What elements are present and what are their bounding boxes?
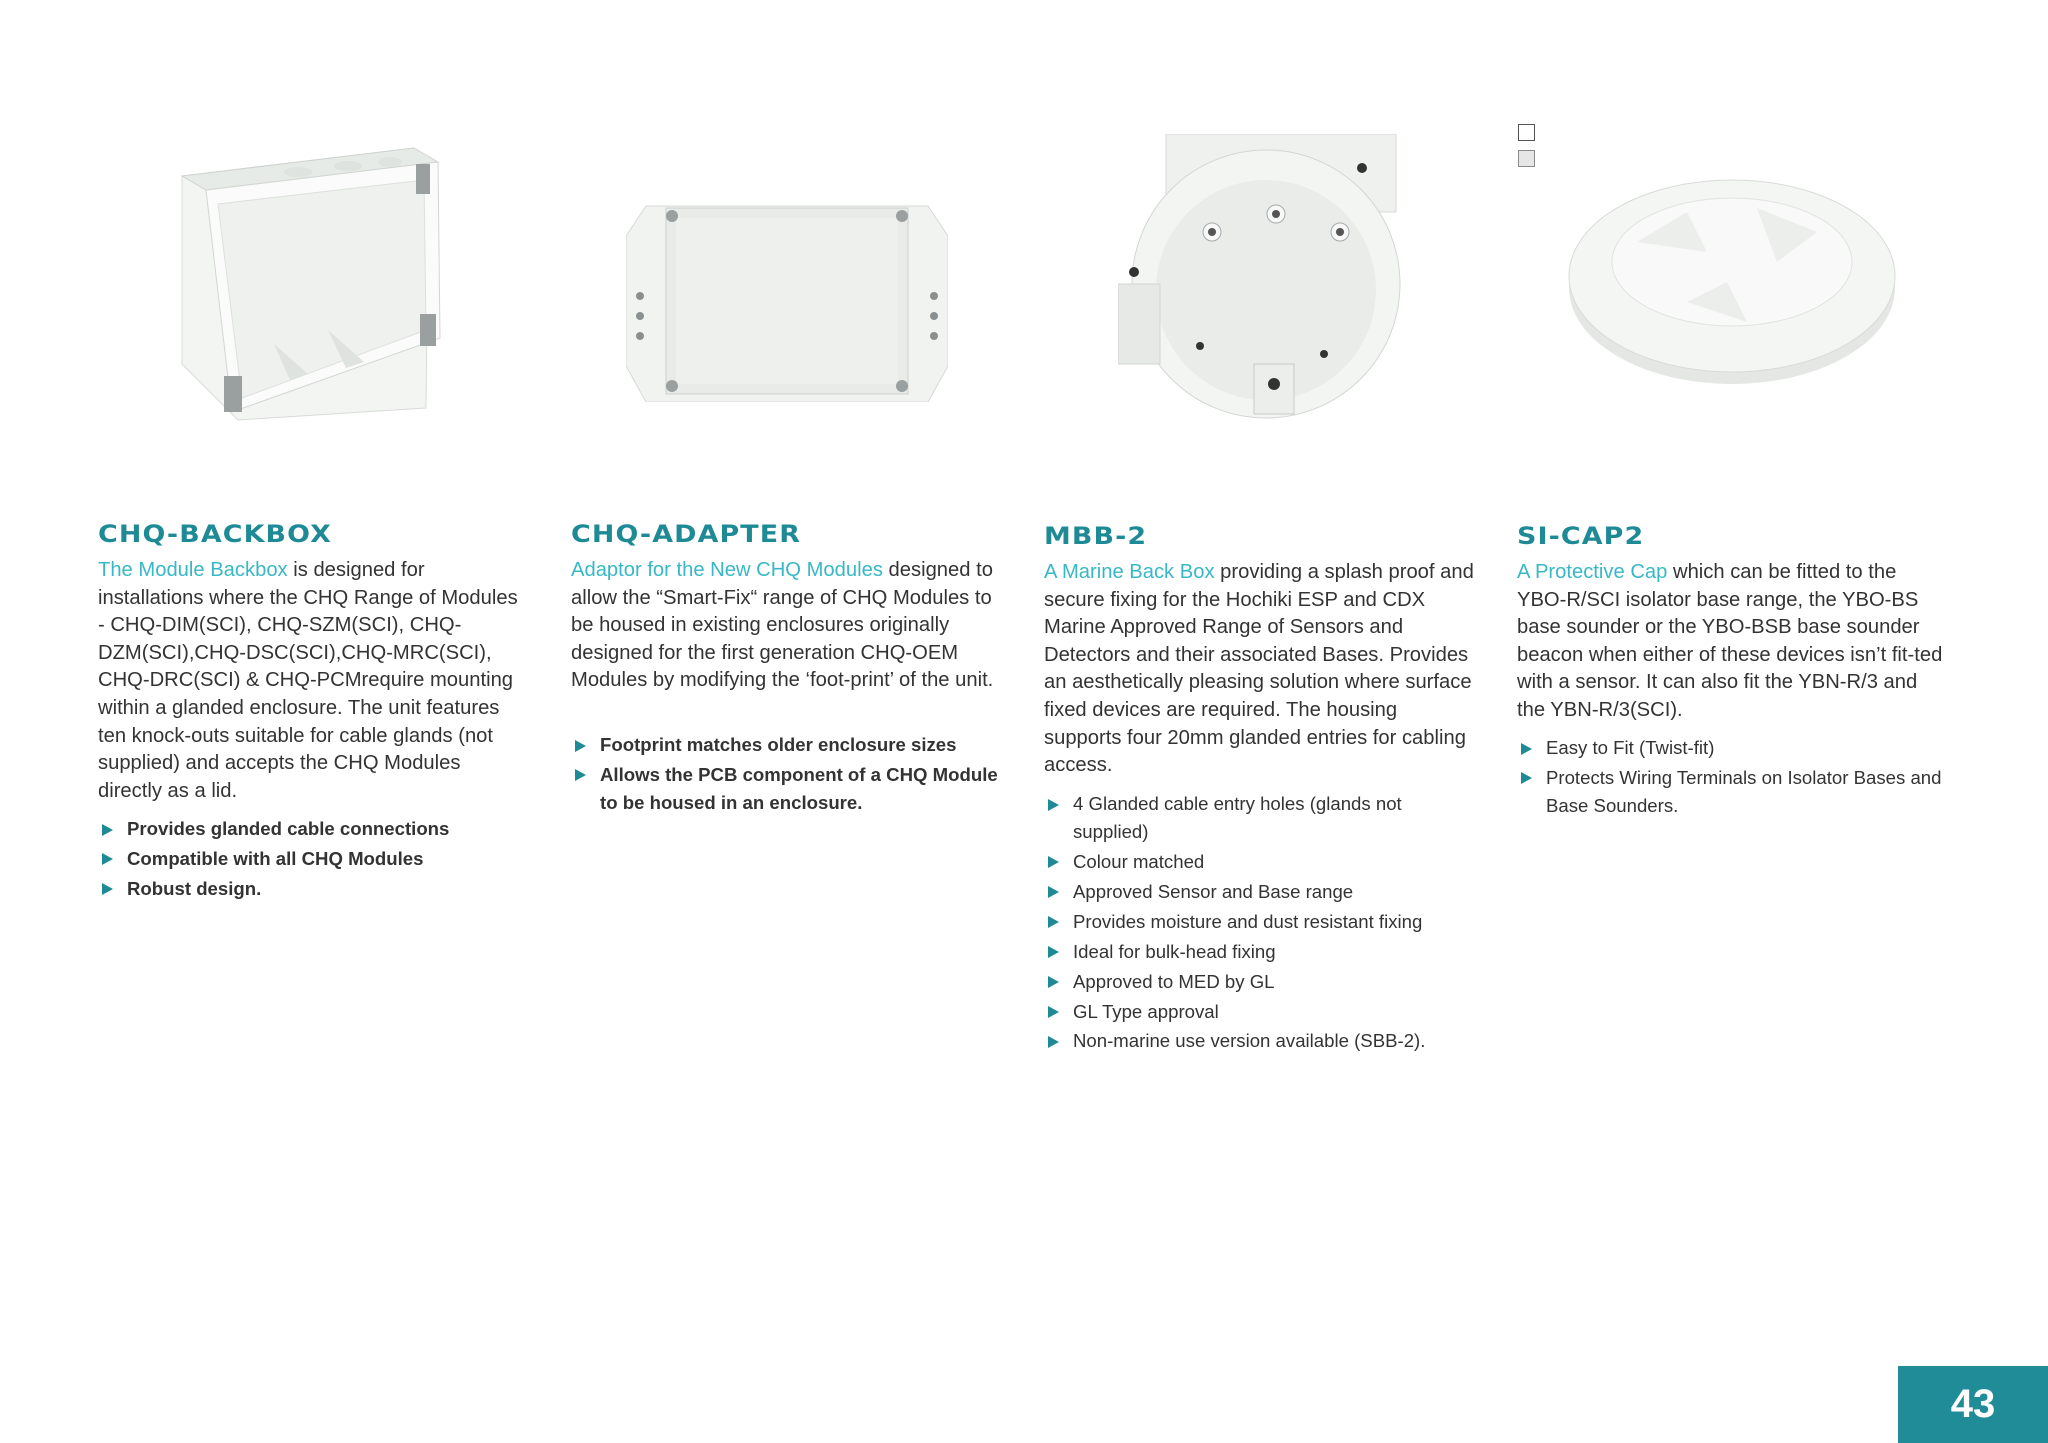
adapter-image <box>626 196 948 402</box>
bullet-arrow-icon <box>1048 976 1059 988</box>
bullet-arrow-icon <box>1048 1006 1059 1018</box>
product-title: CHQ-ADAPTER <box>571 520 802 548</box>
product-description <box>98 557 528 805</box>
product-title: MBB-2 <box>1044 522 1148 550</box>
list-item: Approved Sensor and Base range <box>1044 878 1474 906</box>
bullet-arrow-icon <box>1048 1036 1059 1048</box>
product-title: CHQ-BACKBOX <box>98 520 333 548</box>
list-item: Robust design. <box>98 875 528 903</box>
description-text: is designed for installations where the CHQ Range of Modules - CHQ-DIM(SCI), CHQ-SZM(SCI), CHQ-DZM(SCI),CHQ-DSC(SCI),CHQ-MRC(SCI), CHQ-DRC(SCI) & CHQ-PCMrequire mounting within a glanded enclosure. The unit features ten knock-outs suitable for cable glands (not supplied) and accepts the CHQ Modules directly as a lid. <box>98 559 518 802</box>
description-highlight: Adaptor for the New CHQ Modules <box>571 559 883 581</box>
page-number: 43 <box>1898 1366 2048 1443</box>
feature-list <box>571 731 1001 819</box>
bullet-arrow-icon <box>1048 856 1059 868</box>
bullet-arrow-icon <box>1048 799 1059 811</box>
list-item: Non-marine use version available (SBB-2). <box>1044 1027 1474 1055</box>
description-text: which can be fitted to the YBO-R/SCI isolator base range, the YBO-BS base sounder or the YBO-BSB base sounder beacon when either of these devices isn’t fit-ted with a sensor. It can also fit the YBN-R/3 and the YBN-R/3(SCI). <box>1517 561 1943 721</box>
list-item: 4 Glanded cable entry holes (glands not supplied) <box>1044 790 1474 845</box>
feature-list <box>1044 790 1474 1057</box>
bullet-arrow-icon <box>1048 916 1059 928</box>
bullet-arrow-icon <box>575 769 586 781</box>
product-title: SI-CAP2 <box>1517 522 1645 550</box>
list-item: GL Type approval <box>1044 998 1474 1026</box>
product-description <box>571 557 1001 695</box>
product-description <box>1044 559 1474 780</box>
list-item: Footprint matches older enclosure sizes <box>571 731 1001 759</box>
bullet-arrow-icon <box>575 740 586 752</box>
checkbox-group <box>1518 124 1535 176</box>
list-item: Approved to MED by GL <box>1044 968 1474 996</box>
bullet-arrow-icon <box>1048 886 1059 898</box>
marine-back-box-image <box>1118 134 1402 424</box>
bullet-arrow-icon <box>102 883 113 895</box>
protective-cap-image <box>1567 172 1897 388</box>
list-item: Easy to Fit (Twist-fit) <box>1517 734 1947 762</box>
bullet-arrow-icon <box>102 853 113 865</box>
list-item: Provides glanded cable connections <box>98 815 528 843</box>
backbox-image <box>178 144 540 426</box>
bullet-arrow-icon <box>1521 743 1532 755</box>
list-item: Ideal for bulk-head fixing <box>1044 938 1474 966</box>
checkbox-gray[interactable] <box>1518 150 1535 167</box>
description-highlight: A Protective Cap <box>1517 561 1668 583</box>
bullet-arrow-icon <box>1521 772 1532 784</box>
product-description <box>1517 559 1947 725</box>
bullet-arrow-icon <box>1048 946 1059 958</box>
list-item: Provides moisture and dust resistant fixing <box>1044 908 1474 936</box>
list-item: Colour matched <box>1044 848 1474 876</box>
checkbox-empty[interactable] <box>1518 124 1535 141</box>
description-text: providing a splash proof and secure fixing for the Hochiki ESP and CDX Marine Approved Range of Sensors and Detectors and their associated Bases. Provides an aesthetically pleasing solution where surface fixed devices are required. The housing supports four 20mm glanded entries for cabling access. <box>1044 561 1474 777</box>
list-item: Protects Wiring Terminals on Isolator Bases and Base Sounders. <box>1517 764 1947 819</box>
list-item: Compatible with all CHQ Modules <box>98 845 528 873</box>
description-text: designed to allow the “Smart-Fix“ range of CHQ Modules to be housed in existing enclosures originally designed for the first generation CHQ-OEM Modules by modifying the ‘foot-print’ of the unit. <box>571 559 994 692</box>
bullet-arrow-icon <box>102 824 113 836</box>
description-highlight: The Module Backbox <box>98 559 288 581</box>
feature-list <box>98 815 528 905</box>
description-highlight: A Marine Back Box <box>1044 561 1215 583</box>
list-item: Allows the PCB component of a CHQ Module to be housed in an enclosure. <box>571 761 1001 816</box>
feature-list <box>1517 734 1947 822</box>
